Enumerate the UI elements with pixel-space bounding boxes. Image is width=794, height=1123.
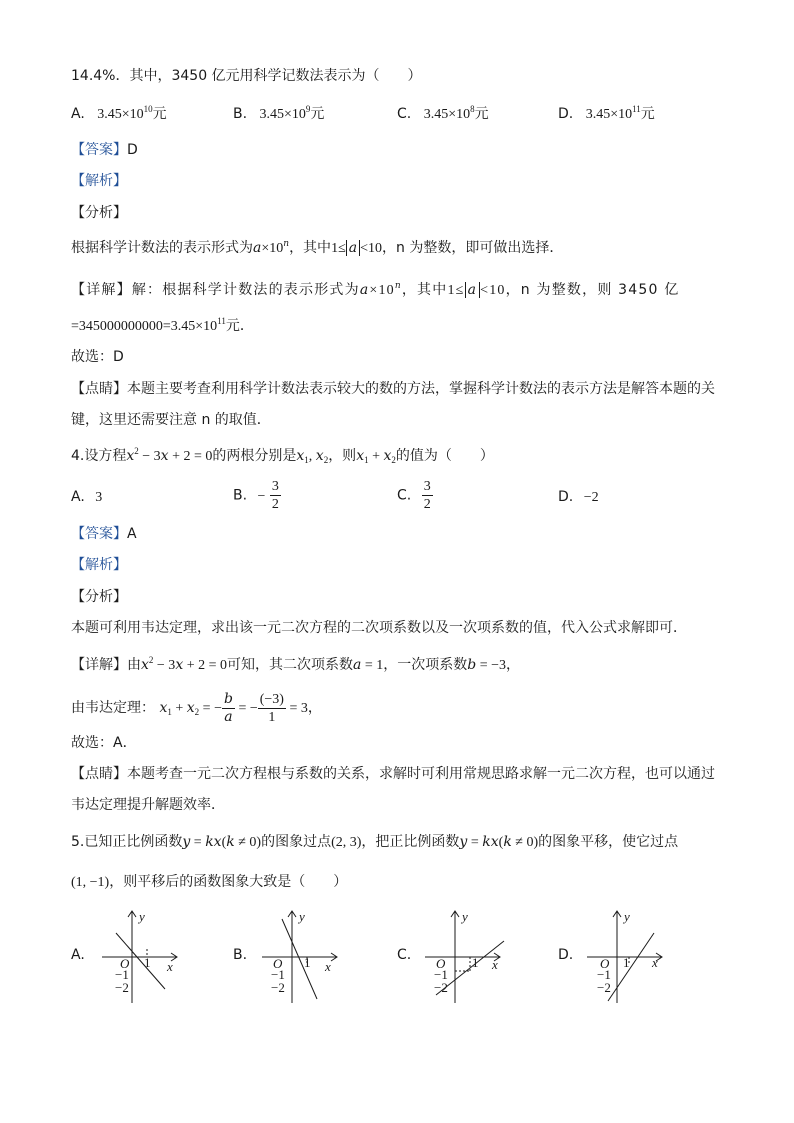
q4-weida: 由韦达定理： $x_1 + x_2$ = − $\frac{b}{a}$ = − $\frac{(-3)}{1}$ = 3，: [71, 690, 322, 725]
answer-tag: 【答案】: [71, 142, 127, 158]
x-axis-label: x: [325, 959, 331, 974]
option-letter: A.: [71, 489, 85, 505]
q3-dianjing-1: 【点睛】本题主要考查利用科学计数法表示较大的数的方法，掌握科学计数法的表示方法是解答本题的关: [71, 381, 715, 397]
q5-stem-2: (1, −1)，则平移后的函数图象大致是（ ）: [71, 874, 348, 890]
option-value: 3.45×10: [97, 107, 144, 122]
q4-fenxi-text: 本题可利用韦达定理，求出该一元二次方程的二次项系数以及一次项系数的值，代入公式求解即可．: [71, 620, 687, 636]
option-exponent: 9: [305, 104, 311, 114]
q5-graph-a: [95, 905, 190, 1005]
tick-m1: −1: [434, 967, 448, 982]
tick-1: 1: [304, 955, 311, 970]
q4-stem: 4.设方程$x^2 - 3x + 2 = 0$的两根分别是$x_1$, $x_2$，则$x_1 + x_2$的值为（ ）: [71, 446, 494, 465]
q3-option-a[interactable]: [71, 104, 167, 125]
option-letter: D.: [558, 489, 574, 505]
x-axis-label: x: [652, 955, 658, 970]
tick-m2: −2: [597, 980, 611, 995]
q3-option-b[interactable]: [233, 104, 324, 125]
q5-graph-b: [255, 905, 350, 1005]
option-sign: −: [257, 488, 266, 504]
option-value: −2: [583, 490, 599, 505]
q3-fenxi-text: 根据科学计数法的表示形式为$a\times 10^n$，其中1≤ a <10，n 为整数，即可做出选择．: [71, 239, 564, 256]
q3-option-c[interactable]: [397, 104, 489, 125]
q3-fenxi-tag: 【分析】: [71, 205, 127, 221]
tick-m1: −1: [115, 967, 129, 982]
q4-option-b[interactable]: [233, 478, 281, 513]
q3-guxuan: 故选：D: [71, 349, 124, 365]
q4-answer: [71, 524, 137, 544]
tick-1: 1: [623, 955, 630, 970]
option-exponent: 10: [143, 104, 153, 114]
tick-1: 1: [472, 955, 479, 970]
option-unit: 元: [310, 106, 325, 122]
q5-stem-1: 5.已知正比例函数y = kx(k ≠ 0)的图象过点(2, 3)，把正比例函数y = kx(k ≠ 0)的图象平移，使它过点: [71, 834, 679, 850]
q5-option-d[interactable]: D.: [558, 947, 574, 963]
y-axis-label: y: [462, 909, 468, 924]
q5-graph-c: [418, 905, 513, 1005]
q3-dianjing-2: 键，这里还需要注意 n 的取值．: [71, 412, 271, 428]
option-letter: D.: [558, 106, 574, 122]
option-exponent: 11: [632, 104, 641, 114]
q4-dianjing-2: 韦达定理提升解题效率．: [71, 797, 225, 813]
q4-jiexi-tag: 【解析】: [71, 557, 127, 573]
q3-option-d[interactable]: [558, 104, 655, 125]
option-value: 3.45×10: [259, 107, 306, 122]
q5-graph-d: [580, 905, 675, 1005]
tick-m2: −2: [115, 980, 129, 995]
option-unit: 元: [152, 106, 167, 122]
option-letter: C.: [397, 106, 412, 122]
q3-xiangjie-text: 【详解】解：根据科学计数法的表示形式为$a\times 10^n$，其中1≤ a <10，n 为整数，则 3450 亿: [71, 281, 680, 298]
y-axis-label: y: [139, 909, 145, 924]
q5-option-c[interactable]: C.: [397, 947, 412, 963]
q5-option-a[interactable]: A.: [71, 947, 85, 963]
origin-label: O: [120, 956, 130, 971]
answer-tag: 【答案】: [71, 526, 127, 542]
q4-guxuan: 故选：A．: [71, 735, 137, 751]
option-unit: 元: [640, 106, 655, 122]
answer-value: A: [127, 526, 137, 542]
option-letter: A.: [71, 106, 85, 122]
q4-dianjing-1: 【点睛】本题考查一元二次方程根与系数的关系，求解时可利用常规思路求解一元二次方程，也可以通过: [71, 766, 715, 782]
q3-xiangjie-line2: $=345000000000=3.45\times 10^{11}$元．: [71, 316, 254, 334]
tick-m2: −2: [271, 980, 285, 995]
origin-label: O: [436, 956, 446, 971]
option-fraction: $\frac{3}{2}$: [271, 479, 279, 512]
q3-answer: [71, 140, 138, 160]
origin-label: O: [273, 956, 283, 971]
tick-1: 1: [144, 955, 151, 970]
q4-option-c[interactable]: [397, 478, 433, 513]
option-value: 3.45×10: [423, 107, 471, 122]
option-letter: B.: [233, 106, 248, 122]
option-letter: B.: [233, 487, 248, 504]
y-axis-label: y: [624, 909, 630, 924]
q4-fenxi-tag: 【分析】: [71, 589, 127, 605]
q3-stem: 14.4%．其中，3450 亿元用科学记数法表示为（ ）: [71, 68, 422, 84]
answer-value: D: [127, 142, 138, 158]
origin-label: O: [600, 956, 610, 971]
y-axis-label: y: [299, 909, 305, 924]
option-value: 3.45×10: [585, 107, 633, 122]
q4-xiangjie: 【详解】由$x^2 - 3x + 2 = 0$可知，其二次项系数a = 1，一次项系数b = −3，: [71, 655, 521, 673]
q3-jiexi-tag: 【解析】: [71, 173, 127, 189]
option-value: 3: [95, 490, 103, 505]
tick-m2: −2: [434, 980, 448, 995]
q5-option-b[interactable]: B.: [233, 947, 248, 963]
tick-m1: −1: [597, 967, 611, 982]
option-exponent: 8: [470, 104, 475, 114]
q4-option-d[interactable]: [558, 487, 599, 508]
x-axis-label: x: [492, 957, 498, 972]
option-fraction: $\frac{3}{2}$: [423, 479, 431, 512]
q4-option-a[interactable]: [71, 487, 102, 508]
option-letter: C.: [397, 487, 412, 504]
option-unit: 元: [474, 106, 489, 122]
tick-m1: −1: [271, 967, 285, 982]
x-axis-label: x: [167, 959, 173, 974]
